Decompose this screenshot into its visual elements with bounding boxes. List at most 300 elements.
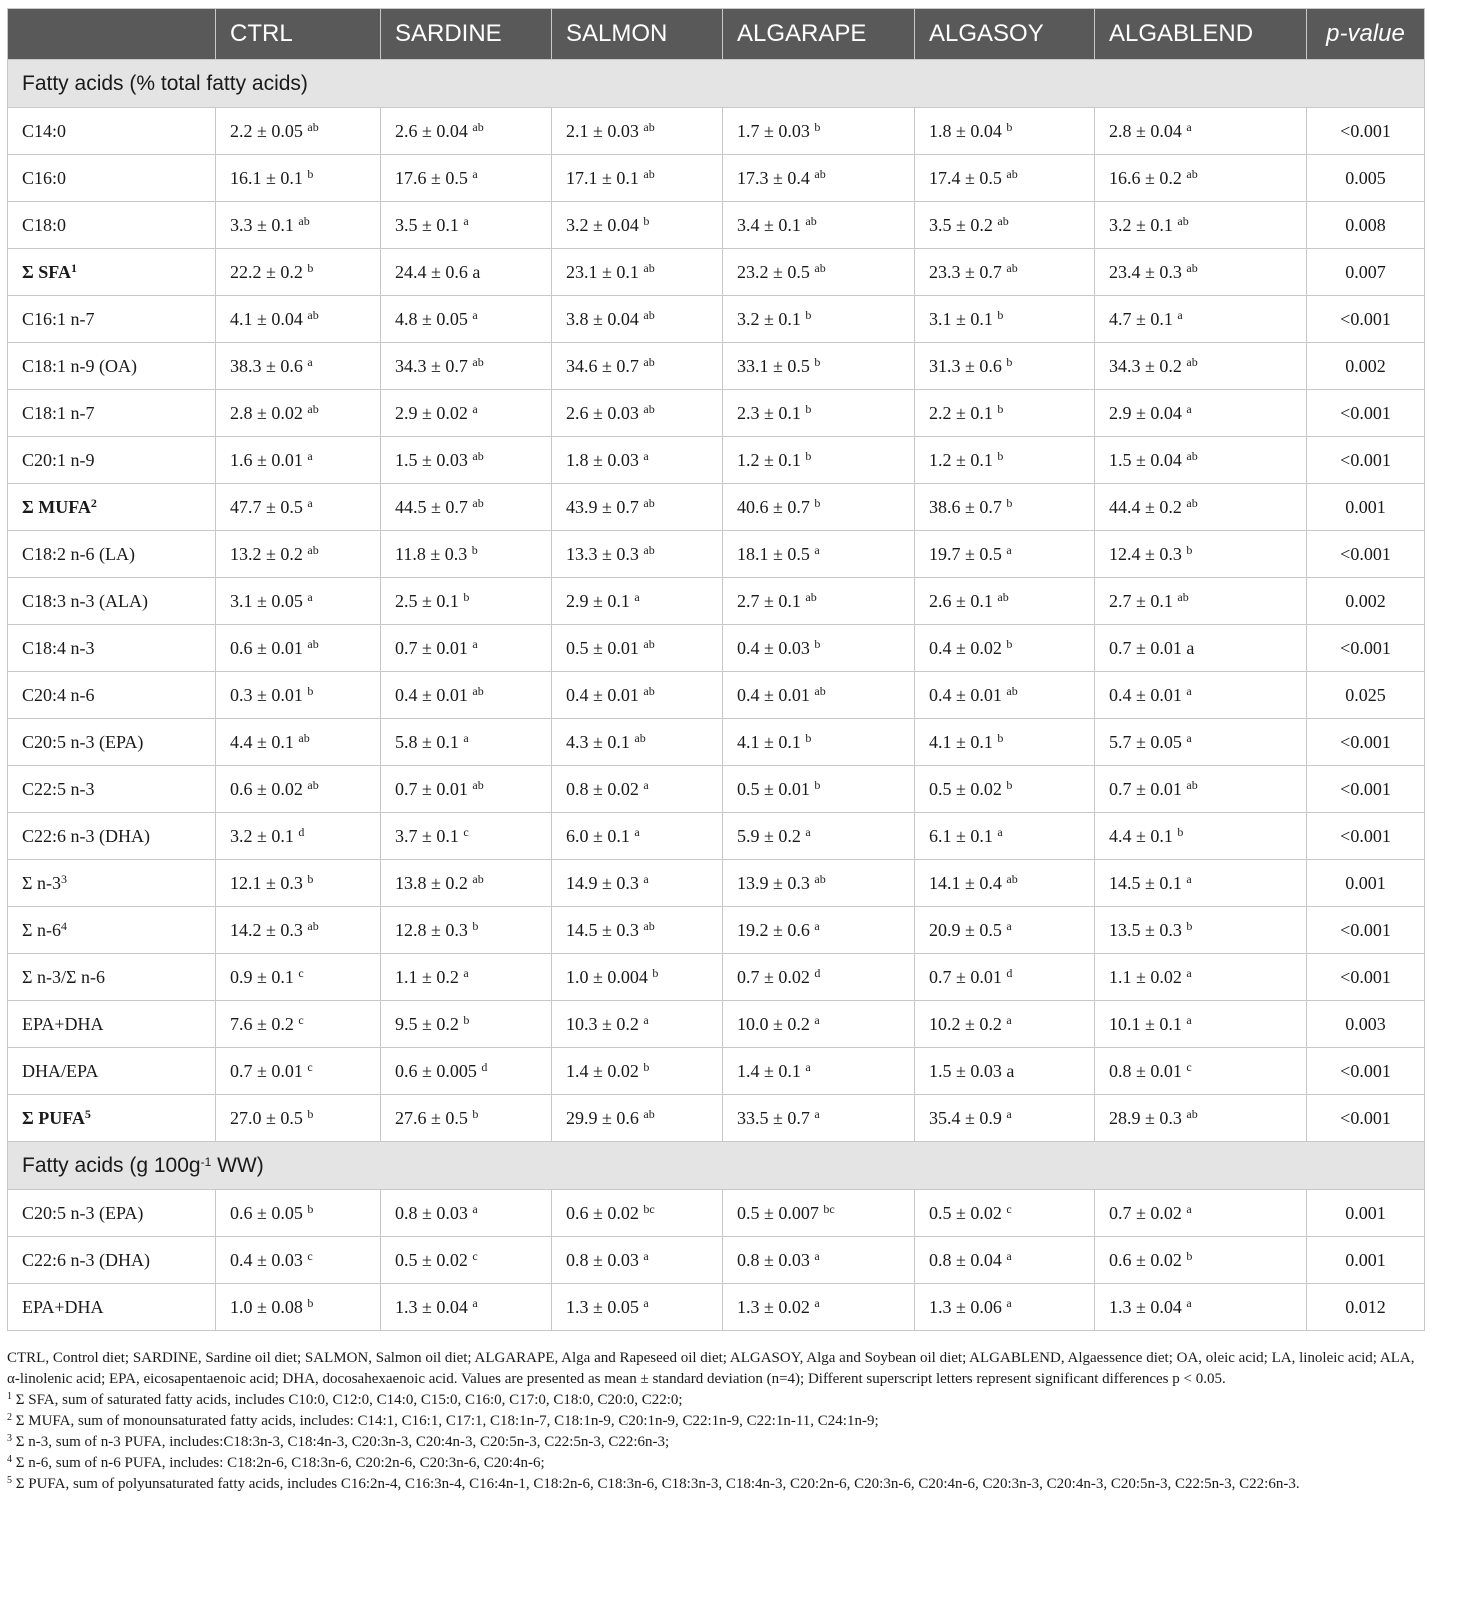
significance-letter: bc <box>823 1201 835 1216</box>
significance-letter: ab <box>472 777 484 792</box>
value-cell <box>1095 954 1307 1001</box>
significance-letter: a <box>472 166 478 181</box>
row-label <box>8 437 216 484</box>
value-cell <box>381 249 552 296</box>
mean-sd-value: 0.4 ± 0.03 <box>737 637 810 658</box>
table-row <box>8 1237 1425 1284</box>
mean-sd-value: 1.3 ± 0.02 <box>737 1296 810 1317</box>
mean-sd-value: 0.4 ± 0.02 <box>929 637 1002 658</box>
row-label <box>8 625 216 672</box>
significance-letter: ab <box>814 683 826 698</box>
mean-sd-value: 1.5 ± 0.03 <box>395 449 468 470</box>
mean-sd-value: 1.4 ± 0.1 <box>737 1060 801 1081</box>
significance-letter: ab <box>997 213 1009 228</box>
significance-letter: ab <box>307 918 319 933</box>
significance-letter: ab <box>472 354 484 369</box>
row-label <box>8 108 216 155</box>
significance-letter: a <box>1006 1295 1012 1310</box>
mean-sd-value: 19.2 ± 0.6 <box>737 919 810 940</box>
value-cell <box>216 719 381 766</box>
value-cell <box>915 437 1095 484</box>
row-label <box>8 390 216 437</box>
value-cell <box>381 813 552 860</box>
mean-sd-value: 12.1 ± 0.3 <box>230 872 303 893</box>
significance-letter: b <box>1006 119 1013 134</box>
row-label-text: C18:3 n-3 (ALA) <box>22 590 148 611</box>
footnote-number: 3 <box>7 1433 12 1444</box>
significance-letter: ab <box>643 307 655 322</box>
significance-letter: a <box>307 495 313 510</box>
mean-sd-value: 0.5 ± 0.007 <box>737 1202 819 1223</box>
significance-letter: a <box>997 824 1003 839</box>
mean-sd-value: 1.2 ± 0.1 <box>929 449 993 470</box>
value-cell <box>216 1237 381 1284</box>
p-value-cell: <0.001 <box>1307 813 1425 860</box>
value-cell <box>723 907 915 954</box>
p-value-cell: <0.001 <box>1307 108 1425 155</box>
value-cell <box>216 484 381 531</box>
mean-sd-value: 1.3 ± 0.06 <box>929 1296 1002 1317</box>
significance-letter: ab <box>1186 260 1198 275</box>
section-title <box>8 1142 1425 1190</box>
value-cell <box>216 343 381 390</box>
fatty-acid-table-container <box>7 8 1424 1331</box>
footnote-item <box>7 1390 1427 1411</box>
significance-letter: a <box>1177 307 1183 322</box>
value-cell <box>723 954 915 1001</box>
significance-letter: ab <box>1186 354 1198 369</box>
table-row <box>8 1048 1425 1095</box>
row-label <box>8 578 216 625</box>
significance-letter: b <box>307 871 314 886</box>
value-cell <box>915 766 1095 813</box>
significance-letter: ab <box>1186 495 1198 510</box>
significance-letter: ab <box>814 871 826 886</box>
significance-letter: a <box>463 965 469 980</box>
row-label-text: Σ SFA <box>22 261 71 282</box>
significance-letter: a <box>1186 965 1192 980</box>
mean-sd-value: 0.5 ± 0.01 <box>737 778 810 799</box>
mean-sd-value: 2.9 ± 0.1 <box>566 590 630 611</box>
value-cell <box>915 625 1095 672</box>
significance-letter: a <box>814 1012 820 1027</box>
value-cell <box>216 108 381 155</box>
mean-sd-value: 6.1 ± 0.1 <box>929 825 993 846</box>
value-cell <box>216 1190 381 1237</box>
value-cell <box>915 907 1095 954</box>
value-cell <box>381 343 552 390</box>
value-cell <box>1095 437 1307 484</box>
mean-sd-value: 0.7 ± 0.01 <box>230 1060 303 1081</box>
table-row <box>8 108 1425 155</box>
significance-letter: a <box>472 1295 478 1310</box>
value-cell <box>552 719 723 766</box>
mean-sd-value: 47.7 ± 0.5 <box>230 496 303 517</box>
p-value-cell: <0.001 <box>1307 719 1425 766</box>
significance-letter: a <box>643 777 649 792</box>
significance-letter: ab <box>643 1106 655 1121</box>
value-cell <box>381 860 552 907</box>
footnote-main: CTRL, Control diet; SARDINE, Sardine oil diet; SALMON, Salmon oil diet; ALGARAPE, Alga and Rapeseed oil diet; ALGASOY, Alga and Soybean oil diet; ALGABLEND, Algaessence diet; OA, oleic acid; LA, linoleic acid; ALA, α-linolenic acid; EPA, eicosapentaenoic acid; DHA, docosahexaenoic acid. Values are presented as mean ± standard deviation (n=4); Different superscript letters represent significant differences p < 0.05. <box>7 1350 1415 1387</box>
significance-letter: ab <box>1186 166 1198 181</box>
footnote-marker: 1 <box>70 260 77 275</box>
significance-letter: ab <box>298 213 310 228</box>
p-value-cell: <0.001 <box>1307 437 1425 484</box>
header-p-value <box>1307 9 1425 60</box>
table-row <box>8 578 1425 625</box>
significance-letter: b <box>997 730 1004 745</box>
mean-sd-value: 1.8 ± 0.03 <box>566 449 639 470</box>
value-cell <box>216 296 381 343</box>
mean-sd-value: 4.1 ± 0.1 <box>929 731 993 752</box>
mean-sd-value: 10.1 ± 0.1 <box>1109 1013 1182 1034</box>
table-row <box>8 1001 1425 1048</box>
significance-letter: ab <box>307 542 319 557</box>
value-cell <box>216 155 381 202</box>
row-label-text: C20:5 n-3 (EPA) <box>22 731 144 752</box>
significance-letter: ab <box>1186 448 1198 463</box>
significance-letter: c <box>298 1012 304 1027</box>
significance-letter: c <box>298 965 304 980</box>
header-p-value-text: p-value <box>1326 20 1405 47</box>
mean-sd-value: 1.0 ± 0.08 <box>230 1296 303 1317</box>
value-cell <box>723 1237 915 1284</box>
p-value-cell: <0.001 <box>1307 625 1425 672</box>
significance-letter: a <box>643 448 649 463</box>
significance-letter: ab <box>1006 871 1018 886</box>
footnote-marker: 4 <box>60 918 67 933</box>
mean-sd-value: 2.7 ± 0.1 <box>1109 590 1173 611</box>
row-label-text: EPA+DHA <box>22 1296 104 1317</box>
footnote-number: 4 <box>7 1454 12 1465</box>
mean-sd-value: 0.6 ± 0.02 <box>1109 1249 1182 1270</box>
mean-sd-value: 17.1 ± 0.1 <box>566 167 639 188</box>
significance-letter: a <box>814 1106 820 1121</box>
significance-letter: a <box>1006 1106 1012 1121</box>
mean-sd-value: 23.3 ± 0.7 <box>929 261 1002 282</box>
significance-letter: b <box>307 1201 314 1216</box>
mean-sd-value: 34.3 ± 0.7 <box>395 355 468 376</box>
mean-sd-value: 4.3 ± 0.1 <box>566 731 630 752</box>
value-cell <box>1095 578 1307 625</box>
value-cell <box>915 343 1095 390</box>
row-label-text: C16:0 <box>22 167 67 188</box>
value-cell <box>723 860 915 907</box>
value-cell <box>915 954 1095 1001</box>
p-value-cell: 0.001 <box>1307 860 1425 907</box>
mean-sd-value: 14.9 ± 0.3 <box>566 872 639 893</box>
mean-sd-value: 0.4 ± 0.01 <box>737 684 810 705</box>
significance-letter: ab <box>307 401 319 416</box>
mean-sd-value: 1.8 ± 0.04 <box>929 120 1002 141</box>
row-label-text: C20:5 n-3 (EPA) <box>22 1202 144 1223</box>
mean-sd-value: 5.7 ± 0.05 <box>1109 731 1182 752</box>
mean-sd-value: 0.7 ± 0.01 <box>1109 778 1182 799</box>
significance-letter: b <box>1186 918 1193 933</box>
value-cell <box>381 719 552 766</box>
mean-sd-value: 14.5 ± 0.1 <box>1109 872 1182 893</box>
value-cell <box>381 155 552 202</box>
mean-sd-value: 3.2 ± 0.1 <box>737 308 801 329</box>
table-row <box>8 766 1425 813</box>
significance-letter: a <box>1186 119 1192 134</box>
value-cell <box>552 249 723 296</box>
value-cell <box>216 1001 381 1048</box>
mean-sd-value: 2.1 ± 0.03 <box>566 120 639 141</box>
significance-letter: ab <box>643 166 655 181</box>
mean-sd-value: 11.8 ± 0.3 <box>395 543 468 564</box>
mean-sd-value: 0.4 ± 0.01 <box>395 684 468 705</box>
value-cell <box>381 625 552 672</box>
p-value-cell: <0.001 <box>1307 1095 1425 1142</box>
row-label <box>8 343 216 390</box>
mean-sd-value: 0.5 ± 0.02 <box>395 1249 468 1270</box>
value-cell <box>216 578 381 625</box>
significance-letter: ab <box>307 777 319 792</box>
p-value-cell: <0.001 <box>1307 1048 1425 1095</box>
mean-sd-value: 17.3 ± 0.4 <box>737 167 810 188</box>
row-label-text: C16:1 n-7 <box>22 308 95 329</box>
mean-sd-value: 33.5 ± 0.7 <box>737 1107 810 1128</box>
row-label <box>8 531 216 578</box>
significance-letter: a <box>643 871 649 886</box>
value-cell <box>915 249 1095 296</box>
row-label-text: C18:1 n-7 <box>22 402 95 423</box>
value-cell <box>915 813 1095 860</box>
significance-letter: b <box>1006 777 1013 792</box>
significance-letter: b <box>814 119 821 134</box>
header-algarape: ALGARAPE <box>723 9 915 60</box>
header-salmon: SALMON <box>552 9 723 60</box>
value-cell <box>552 1190 723 1237</box>
significance-letter: a <box>1186 871 1192 886</box>
row-label <box>8 860 216 907</box>
mean-sd-value: 3.3 ± 0.1 <box>230 214 294 235</box>
mean-sd-value: 0.8 ± 0.03 <box>395 1202 468 1223</box>
value-cell <box>381 1284 552 1331</box>
mean-sd-value: 2.9 ± 0.02 <box>395 402 468 423</box>
value-cell <box>723 1048 915 1095</box>
mean-sd-value: 33.1 ± 0.5 <box>737 355 810 376</box>
significance-letter: c <box>307 1059 313 1074</box>
table-row <box>8 202 1425 249</box>
row-label <box>8 954 216 1001</box>
mean-sd-value: 3.5 ± 0.1 <box>395 214 459 235</box>
mean-sd-value: 1.0 ± 0.004 <box>566 966 648 987</box>
table-row <box>8 719 1425 766</box>
significance-letter: b <box>652 965 659 980</box>
p-value-cell: 0.001 <box>1307 1237 1425 1284</box>
value-cell <box>552 531 723 578</box>
value-cell <box>552 343 723 390</box>
footnote-number: 5 <box>7 1475 12 1486</box>
row-label <box>8 719 216 766</box>
mean-sd-value: 2.2 ± 0.1 <box>929 402 993 423</box>
significance-letter: ab <box>307 636 319 651</box>
significance-letter: ab <box>805 589 817 604</box>
value-cell <box>552 1001 723 1048</box>
value-cell <box>381 578 552 625</box>
row-label-text: Σ n-3/Σ n-6 <box>22 966 105 987</box>
row-label-text: C20:4 n-6 <box>22 684 95 705</box>
row-label <box>8 249 216 296</box>
value-cell <box>723 1095 915 1142</box>
row-label-text: EPA+DHA <box>22 1013 104 1034</box>
significance-letter: b <box>1006 354 1013 369</box>
significance-letter: b <box>805 730 812 745</box>
value-cell <box>915 108 1095 155</box>
mean-sd-value: 0.8 ± 0.02 <box>566 778 639 799</box>
significance-letter: a <box>1186 401 1192 416</box>
significance-letter: bc <box>643 1201 655 1216</box>
mean-sd-value: 4.1 ± 0.04 <box>230 308 303 329</box>
mean-sd-value: 9.5 ± 0.2 <box>395 1013 459 1034</box>
value-cell <box>915 155 1095 202</box>
row-label <box>8 155 216 202</box>
mean-sd-value: 44.4 ± 0.2 <box>1109 496 1182 517</box>
value-cell <box>381 1190 552 1237</box>
p-value-cell: 0.005 <box>1307 155 1425 202</box>
value-cell <box>552 578 723 625</box>
significance-letter: d <box>481 1059 488 1074</box>
table-row <box>8 672 1425 719</box>
value-cell <box>915 1190 1095 1237</box>
value-cell <box>723 1190 915 1237</box>
significance-letter: a <box>643 1248 649 1263</box>
significance-letter: c <box>472 1248 478 1263</box>
row-label <box>8 1095 216 1142</box>
row-label-text: DHA/EPA <box>22 1060 99 1081</box>
value-cell <box>1095 860 1307 907</box>
significance-letter: b <box>471 542 478 557</box>
footnote-item <box>7 1474 1427 1495</box>
mean-sd-value: 17.6 ± 0.5 <box>395 167 468 188</box>
table-row <box>8 907 1425 954</box>
value-cell <box>552 625 723 672</box>
mean-sd-value: 3.2 ± 0.04 <box>566 214 639 235</box>
row-label <box>8 484 216 531</box>
mean-sd-value: 0.7 ± 0.02 <box>1109 1202 1182 1223</box>
mean-sd-value: 0.6 ± 0.02 <box>230 778 303 799</box>
mean-sd-value: 16.6 ± 0.2 <box>1109 167 1182 188</box>
mean-sd-value: 22.2 ± 0.2 <box>230 261 303 282</box>
mean-sd-value: 0.5 ± 0.02 <box>929 1202 1002 1223</box>
significance-letter: ab <box>307 119 319 134</box>
mean-sd-value: 1.1 ± 0.02 <box>1109 966 1182 987</box>
significance-letter: a <box>472 401 478 416</box>
footnote-item <box>7 1432 1427 1453</box>
mean-sd-value: 1.2 ± 0.1 <box>737 449 801 470</box>
row-label-text: C18:1 n-9 (OA) <box>22 355 137 376</box>
mean-sd-value: 16.1 ± 0.1 <box>230 167 303 188</box>
value-cell <box>381 390 552 437</box>
significance-letter: ab <box>634 730 646 745</box>
value-cell <box>1095 625 1307 672</box>
mean-sd-value: 3.4 ± 0.1 <box>737 214 801 235</box>
value-cell <box>216 249 381 296</box>
value-cell <box>1095 484 1307 531</box>
significance-letter: ab <box>472 871 484 886</box>
value-cell <box>723 296 915 343</box>
row-label-text: C20:1 n-9 <box>22 449 95 470</box>
p-value-cell: 0.003 <box>1307 1001 1425 1048</box>
mean-sd-value: 0.6 ± 0.05 <box>230 1202 303 1223</box>
value-cell <box>915 1237 1095 1284</box>
mean-sd-value: 5.9 ± 0.2 <box>737 825 801 846</box>
value-cell <box>216 531 381 578</box>
header-ctrl: CTRL <box>216 9 381 60</box>
table-row <box>8 484 1425 531</box>
significance-letter: ab <box>1177 213 1189 228</box>
significance-letter: c <box>1006 1201 1012 1216</box>
significance-letter: a <box>814 1295 820 1310</box>
value-cell <box>915 484 1095 531</box>
mean-sd-value: 13.2 ± 0.2 <box>230 543 303 564</box>
mean-sd-value: 1.3 ± 0.04 <box>1109 1296 1182 1317</box>
mean-sd-value: 27.6 ± 0.5 <box>395 1107 468 1128</box>
significance-letter: a <box>805 824 811 839</box>
mean-sd-value: 3.5 ± 0.2 <box>929 214 993 235</box>
mean-sd-value: 0.8 ± 0.04 <box>929 1249 1002 1270</box>
footnote-text: Σ SFA, sum of saturated fatty acids, includes C10:0, C12:0, C14:0, C15:0, C16:0, C17:0, C18:0, C20:0, C22:0; <box>12 1392 683 1408</box>
value-cell <box>723 1001 915 1048</box>
table-row <box>8 390 1425 437</box>
mean-sd-value: 0.6 ± 0.01 <box>230 637 303 658</box>
p-value-cell: 0.002 <box>1307 343 1425 390</box>
significance-letter: ab <box>643 119 655 134</box>
section-header-gram <box>8 1142 1425 1190</box>
significance-letter: b <box>307 260 314 275</box>
p-value-cell: <0.001 <box>1307 766 1425 813</box>
significance-letter: c <box>307 1248 313 1263</box>
value-cell <box>915 578 1095 625</box>
row-label <box>8 1237 216 1284</box>
table-row <box>8 813 1425 860</box>
value-cell <box>1095 390 1307 437</box>
value-cell <box>1095 296 1307 343</box>
value-cell <box>723 249 915 296</box>
footnote-text: Σ n-6, sum of n-6 PUFA, includes: C18:2n-6, C18:3n-6, C20:2n-6, C20:3n-6, C20:4n-6; <box>12 1455 545 1471</box>
row-label-text: Σ PUFA <box>22 1107 85 1128</box>
p-value-cell: 0.001 <box>1307 1190 1425 1237</box>
value-cell <box>915 202 1095 249</box>
significance-letter: b <box>814 636 821 651</box>
mean-sd-value: 3.1 ± 0.05 <box>230 590 303 611</box>
significance-letter: d <box>298 824 305 839</box>
mean-sd-value: 0.6 ± 0.005 <box>395 1060 477 1081</box>
row-label-text: C14:0 <box>22 120 67 141</box>
mean-sd-value: 0.7 ± 0.02 <box>737 966 810 987</box>
footnote-number: 2 <box>7 1412 12 1423</box>
value-cell <box>723 672 915 719</box>
mean-sd-value: 4.4 ± 0.1 <box>1109 825 1173 846</box>
mean-sd-value: 1.4 ± 0.02 <box>566 1060 639 1081</box>
mean-sd-value: 12.8 ± 0.3 <box>395 919 468 940</box>
value-cell <box>216 954 381 1001</box>
significance-letter: ab <box>472 683 484 698</box>
value-cell <box>915 1095 1095 1142</box>
significance-letter: a <box>1186 1201 1192 1216</box>
section-header-percent <box>8 60 1425 108</box>
header-algablend: ALGABLEND <box>1095 9 1307 60</box>
table-row <box>8 954 1425 1001</box>
mean-sd-value: 0.4 ± 0.01 <box>566 684 639 705</box>
row-label <box>8 907 216 954</box>
value-cell <box>381 296 552 343</box>
significance-letter: b <box>814 777 821 792</box>
mean-sd-value: 1.3 ± 0.05 <box>566 1296 639 1317</box>
significance-letter: ab <box>643 542 655 557</box>
